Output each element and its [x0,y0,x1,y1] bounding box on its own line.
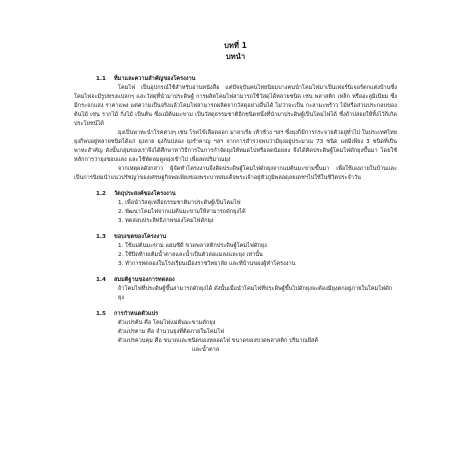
section-heading [74,74,397,84]
list-item: 2. ใช้ปิดท้ายเติมน้ำตาลและน้ำเป็นตัวล่อแมลงและยุง เท่านั้น [118,252,263,258]
section-number: 1.2 [96,191,106,197]
variable-independent: ตัวแปรต้น คือ โคมไฟแม่ต้นมะขามดักยุง [118,320,216,326]
section-1-2 [74,189,397,226]
list-item: 1. เพื่อนำวัสดุเหลือธรรมชาติมาประดิษฐ์เป็นโคมไฟ [118,200,241,206]
section-title: ขอบเขตของโครงงาน [114,234,167,240]
section-heading [74,232,397,242]
paragraph: ยุงเป็นพาหะนำโรคต่างๆ เช่น โรคไข้เลือดออก มาลาเรีย เท้าช้าง ฯลฯ ซึ่งยุงก็มีการกระจายตัวอยู่ทั่วไป ในประเทศไทยยุงก็พบอยู่หลายชนิดได้แก่ ยุงลาย ยุงก้นปล่อง ยุงรำคาญ ฯลฯ จากการสำรวจพบว่ามียุงอยู่ประมาณ 73 ชนิด แต่มีเพียง 3 ชนิดที่เป็นพาหะสำคัญ ดังนั้นกลุ่มของเราจึงได้ศึกษาหาวิธีการในการกำจัดยุงให้หมดไปหรือลดน้อยลง จึงได้คิดประดิษฐ์โคมไฟดักยุงขึ้นมา โดยใช้หลักการว่ายุงชอบแสง และใช้พัดลมดูดยุงเข้าไป เพื่อลดปริมาณยุง [74,130,397,163]
chapter-title: บทนำ [225,52,246,61]
section-number: 1.3 [96,234,106,240]
list-item: 3. ทดสอบประสิทธิภาพของโคมไฟดักยุง [118,218,214,224]
section-heading [74,309,397,319]
section-title: วัตถุประสงค์ของโครงงาน [114,191,176,197]
section-heading [74,275,397,285]
section-1-1 [74,74,397,183]
section-1-4 [74,275,397,303]
section-title: ที่มาและความสำคัญของโครงงาน [114,76,196,82]
paragraph: โคมไฟ เป็นอุปกรณ์ใช้สำหรับอ่านหนังสือ แต่ปัจจุบันคนไทยนิยมบางคนนำโคมไฟมาเป็นเฟอร์นิเจอร์ตกแต่งบ้านซึ่งโคมไฟจะมีรูปทรงแปลกๆ และวัสดุที่นำมาประดิษฐ์ การผลิตโคมไฟสามารถใช้วัสดุได้หลายชนิด เช่น พลาสติก เหล็ก หรืออะลูมิเนียม ซึ่งมีกระจกแสง ราคาแพง แต่ความเป็นจริงแล้วโคมไฟสามารถผลิตจากวัสดุอย่างอื่นได้ ไม่ว่าจะเป็น กะลามะพร้าว ไม้หรือส่วนประกอบของต้นไม้ เช่น รากไม้ กิ่งไม้ เป็นต้น ซึ่งแม้ต้นมะขาม เป็นวัสดุธรรมชาติอีกชนิดหนึ่งที่นำมาประดิษฐ์เป็นโคมไฟได้ ซึ่งถ้าปล่อยให้ทิ้งไว้ก็เกิดประโยชน์ได้ [74,85,397,127]
section-title: การกำหนดตัวแปร [114,311,159,317]
section-1-3 [74,232,397,269]
paragraph: จากเหตุผลดังกล่าว ผู้จัดทำโครงงานจึงคิดประดิษฐ์โคมไฟดักยุงจากแม่ต้นมะขามขึ้นมา เพื่อใช้เองภายในบ้านและเป็นการนิยมนำแนวปรัชญาของเศรษฐกิจพอเพียงของพระบาทสมเด็จพระเจ้าอยู่หัวภูมิพลอดุลยเดชฯไปใช้ในชีวิตประจำวัน [74,166,397,181]
section-number: 1.1 [96,76,106,82]
list-item: 2. พัฒนาโคมไฟจากแม่ต้นมะขามให้สามารถดักยุงได้ [118,209,246,215]
variable-controlled-continued: และน้ำตาล [192,347,220,353]
list-item: 3. ทำการทดลองในโรงเรียนเมืองราชวิทยาลัย และที่บ้านของผู้ทำโครงงาน [118,261,296,267]
scope-list [74,242,397,269]
variable-controlled: ตัวแปรควบคุม คือ ขนาดและชนิดของหลอดไฟ ขนาดของขวดพลาสติก ปริมาณยีสต์ [118,338,319,344]
objectives-list [74,199,397,226]
hypothesis-text: ถ้าโคมไฟที่ประดิษฐ์ขึ้นสามารถดักยุงได้ ดังนั้นเมื่อนำโคมไฟที่ประดิษฐ์ขึ้นไปดักยุงจะต้องมียุงตกอยู่ภายในโคมไฟดักยุง [118,286,393,301]
section-number: 1.5 [96,311,106,317]
variable-dependent: ตัวแปรตาม คือ จำนวนยุงที่ติดภายในโคมไฟ [118,329,225,335]
section-1-5 [74,309,397,355]
section-title: สมมติฐานของการทดลอง [114,277,175,283]
chapter-number: บทที่ 1 [224,41,247,50]
section-heading [74,189,397,199]
section-number: 1.4 [96,277,106,283]
list-item: 1. ใช้แม่ต้นมะขาม แผ่นซีดี ขวดพลาสติกประดิษฐ์โคมไฟดักยุง [118,243,267,249]
